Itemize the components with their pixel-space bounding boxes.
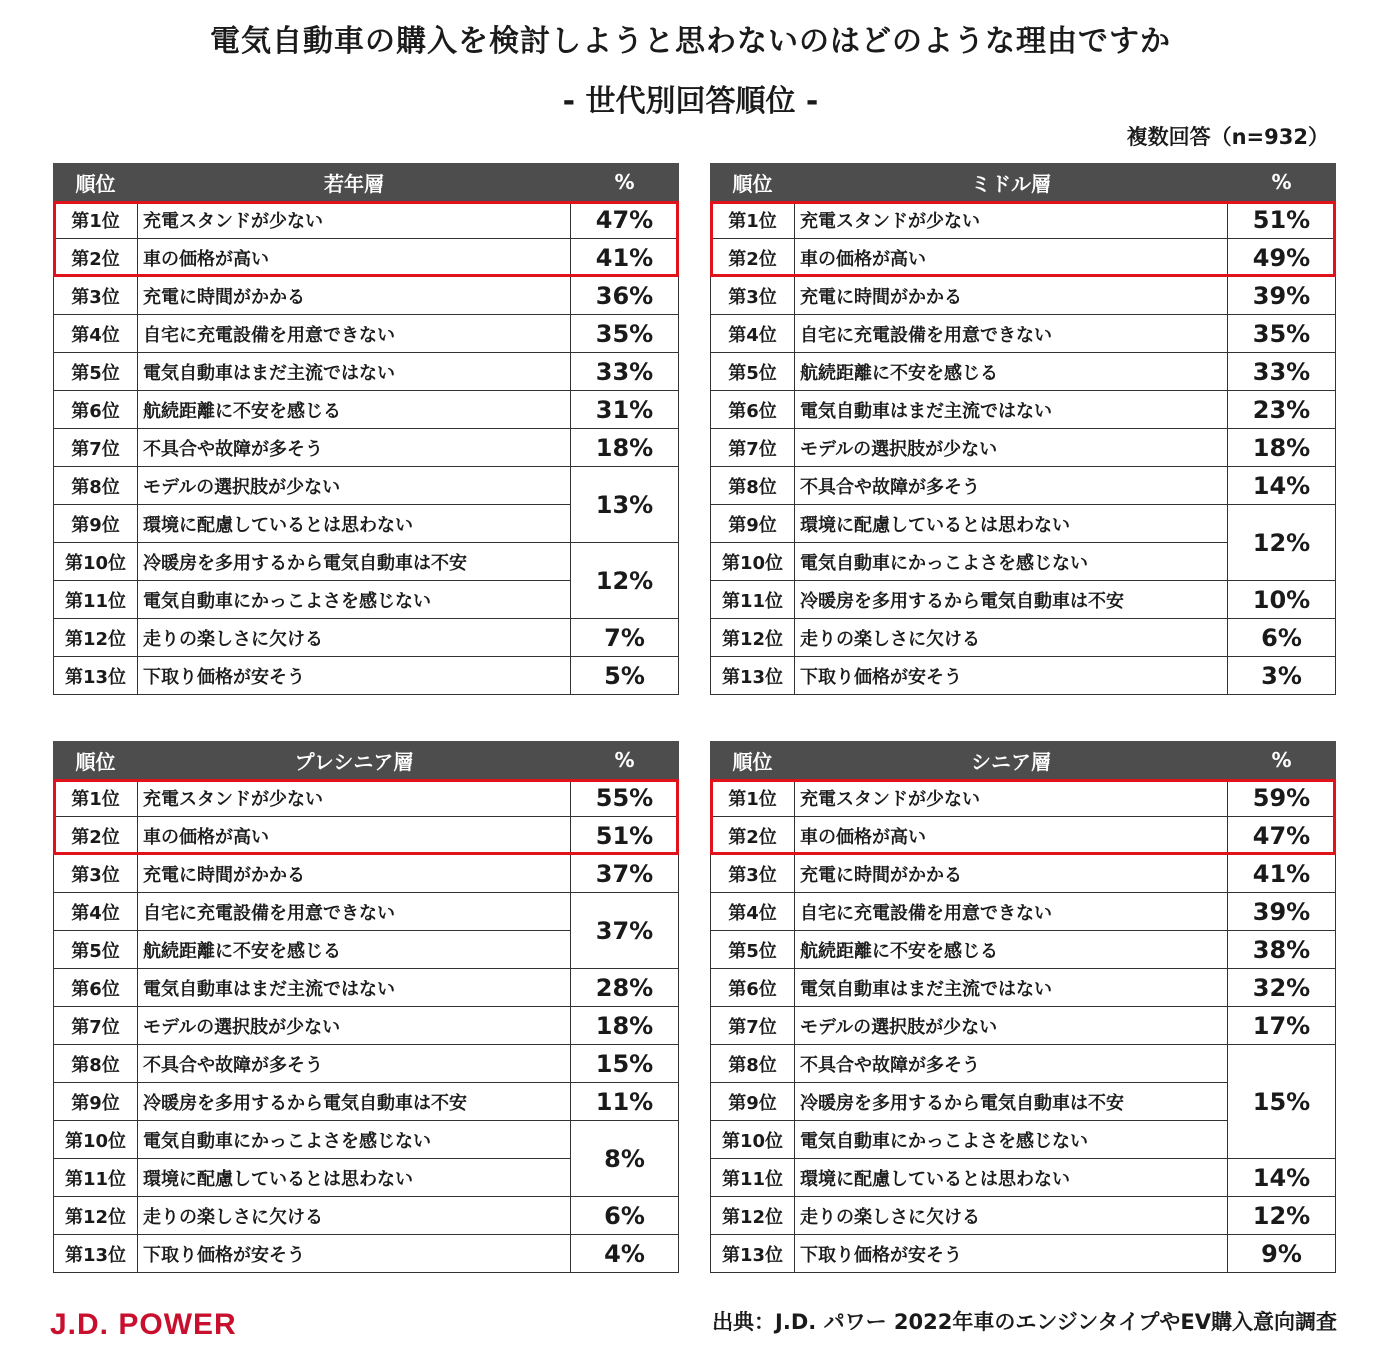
table-row <box>54 429 679 467</box>
reason-cell: 航続距離に不安を感じる <box>795 931 1228 969</box>
table-row <box>54 543 679 581</box>
reason-cell: 走りの楽しさに欠ける <box>795 619 1228 657</box>
rank-cell: 第13位 <box>711 1235 795 1273</box>
ranking-table <box>53 163 679 695</box>
table-row <box>711 391 1336 429</box>
header-rank: 順位 <box>711 742 795 779</box>
table-row <box>711 505 1336 543</box>
table-row <box>711 657 1336 695</box>
reason-cell: 充電スタンドが少ない <box>138 779 571 817</box>
reason-cell: 充電スタンドが少ない <box>795 201 1228 239</box>
percent-cell: 28% <box>571 969 679 1007</box>
percent-cell: 18% <box>571 429 679 467</box>
reason-cell: 車の価格が高い <box>795 817 1228 855</box>
sample-note: 複数回答（n=932） <box>1126 125 1329 149</box>
rank-cell: 第7位 <box>54 1007 138 1045</box>
percent-cell: 35% <box>571 315 679 353</box>
header-rank: 順位 <box>54 164 138 201</box>
rank-cell: 第1位 <box>711 201 795 239</box>
table-row <box>54 391 679 429</box>
rank-cell: 第5位 <box>711 931 795 969</box>
table-row <box>54 779 679 817</box>
reason-cell: 自宅に充電設備を用意できない <box>795 893 1228 931</box>
percent-cell: 51% <box>1228 201 1336 239</box>
reason-cell: 航続距離に不安を感じる <box>795 353 1228 391</box>
rank-cell: 第4位 <box>711 893 795 931</box>
rank-cell: 第9位 <box>711 505 795 543</box>
rank-cell: 第3位 <box>711 277 795 315</box>
reason-cell: 充電に時間がかかる <box>138 277 571 315</box>
table-row <box>711 1235 1336 1273</box>
rank-cell: 第2位 <box>54 817 138 855</box>
rank-cell: 第5位 <box>54 353 138 391</box>
reason-cell: 環境に配慮しているとは思わない <box>138 505 571 543</box>
table-pre-senior <box>53 741 679 1273</box>
table-row <box>54 277 679 315</box>
percent-cell: 41% <box>1228 855 1336 893</box>
percent-cell: 18% <box>1228 429 1336 467</box>
reason-cell: モデルの選択肢が少ない <box>795 429 1228 467</box>
percent-cell: 15% <box>571 1045 679 1083</box>
reason-cell: 冷暖房を多用するから電気自動車は不安 <box>795 581 1228 619</box>
header-percent: % <box>571 742 679 779</box>
reason-cell: 不具合や故障が多そう <box>138 429 571 467</box>
percent-cell: 59% <box>1228 779 1336 817</box>
reason-cell: 走りの楽しさに欠ける <box>138 1197 571 1235</box>
percent-cell: 12% <box>571 543 679 619</box>
percent-cell: 36% <box>571 277 679 315</box>
table-row <box>54 1045 679 1083</box>
reason-cell: 電気自動車はまだ主流ではない <box>795 391 1228 429</box>
table-row <box>54 201 679 239</box>
percent-cell: 51% <box>571 817 679 855</box>
rank-cell: 第3位 <box>711 855 795 893</box>
chart-title: 電気自動車の購入を検討しようと思わないのはどのような理由ですか <box>210 24 1171 59</box>
table-row <box>711 353 1336 391</box>
rank-cell: 第3位 <box>54 855 138 893</box>
percent-cell: 31% <box>571 391 679 429</box>
table-young <box>53 163 679 695</box>
reason-cell: 車の価格が高い <box>795 239 1228 277</box>
rank-cell: 第5位 <box>54 931 138 969</box>
rank-cell: 第7位 <box>711 429 795 467</box>
rank-cell: 第10位 <box>54 1121 138 1159</box>
reason-cell: モデルの選択肢が少ない <box>138 467 571 505</box>
percent-cell: 7% <box>571 619 679 657</box>
rank-cell: 第8位 <box>54 467 138 505</box>
percent-cell: 8% <box>571 1121 679 1197</box>
percent-cell: 41% <box>571 239 679 277</box>
rank-cell: 第11位 <box>711 1159 795 1197</box>
reason-cell: 環境に配慮しているとは思わない <box>138 1159 571 1197</box>
percent-cell: 33% <box>1228 353 1336 391</box>
reason-cell: 走りの楽しさに欠ける <box>138 619 571 657</box>
reason-cell: モデルの選択肢が少ない <box>795 1007 1228 1045</box>
reason-cell: 下取り価格が安そう <box>138 657 571 695</box>
percent-cell: 18% <box>571 1007 679 1045</box>
table-row <box>54 239 679 277</box>
rank-cell: 第13位 <box>54 657 138 695</box>
rank-cell: 第11位 <box>54 1159 138 1197</box>
reason-cell: 自宅に充電設備を用意できない <box>138 315 571 353</box>
rank-cell: 第12位 <box>54 619 138 657</box>
percent-cell: 37% <box>571 855 679 893</box>
table-row <box>711 1197 1336 1235</box>
percent-cell: 47% <box>1228 817 1336 855</box>
percent-cell: 39% <box>1228 893 1336 931</box>
header-percent: % <box>1228 164 1336 201</box>
rank-cell: 第10位 <box>711 543 795 581</box>
source-note: 出典：J.D. パワー 2022年車のエンジンタイプやEV購入意向調査 <box>712 1310 1337 1334</box>
rank-cell: 第11位 <box>54 581 138 619</box>
table-row <box>54 855 679 893</box>
table-row <box>54 1197 679 1235</box>
rank-cell: 第12位 <box>711 1197 795 1235</box>
header-group: ミドル層 <box>795 164 1228 201</box>
ranking-table <box>710 741 1336 1273</box>
table-row <box>711 779 1336 817</box>
reason-cell: 自宅に充電設備を用意できない <box>138 893 571 931</box>
reason-cell: 不具合や故障が多そう <box>138 1045 571 1083</box>
reason-cell: モデルの選択肢が少ない <box>138 1007 571 1045</box>
table-row <box>54 657 679 695</box>
rank-cell: 第6位 <box>54 391 138 429</box>
percent-cell: 3% <box>1228 657 1336 695</box>
rank-cell: 第4位 <box>54 315 138 353</box>
header-rank: 順位 <box>711 164 795 201</box>
reason-cell: 電気自動車にかっこよさを感じない <box>138 1121 571 1159</box>
reason-cell: 充電スタンドが少ない <box>795 779 1228 817</box>
percent-cell: 9% <box>1228 1235 1336 1273</box>
percent-cell: 37% <box>571 893 679 969</box>
header-percent: % <box>1228 742 1336 779</box>
table-row <box>711 1045 1336 1083</box>
rank-cell: 第6位 <box>711 391 795 429</box>
header-group: プレシニア層 <box>138 742 571 779</box>
table-row <box>711 817 1336 855</box>
percent-cell: 38% <box>1228 931 1336 969</box>
percent-cell: 23% <box>1228 391 1336 429</box>
table-row <box>54 969 679 1007</box>
reason-cell: 冷暖房を多用するから電気自動車は不安 <box>795 1083 1228 1121</box>
percent-cell: 35% <box>1228 315 1336 353</box>
rank-cell: 第8位 <box>54 1045 138 1083</box>
percent-cell: 6% <box>1228 619 1336 657</box>
header-rank: 順位 <box>54 742 138 779</box>
table-row <box>711 969 1336 1007</box>
reason-cell: 航続距離に不安を感じる <box>138 391 571 429</box>
table-row <box>711 429 1336 467</box>
rank-cell: 第8位 <box>711 467 795 505</box>
chart-subtitle: - 世代別回答順位 - <box>562 84 819 119</box>
table-row <box>54 619 679 657</box>
table-row <box>711 893 1336 931</box>
header-group: 若年層 <box>138 164 571 201</box>
table-row <box>711 1007 1336 1045</box>
rank-cell: 第4位 <box>711 315 795 353</box>
table-row <box>711 855 1336 893</box>
reason-cell: 充電スタンドが少ない <box>138 201 571 239</box>
reason-cell: 充電に時間がかかる <box>138 855 571 893</box>
percent-cell: 5% <box>571 657 679 695</box>
reason-cell: 環境に配慮しているとは思わない <box>795 505 1228 543</box>
percent-cell: 47% <box>571 201 679 239</box>
table-row <box>711 201 1336 239</box>
reason-cell: 航続距離に不安を感じる <box>138 931 571 969</box>
table-row <box>711 931 1336 969</box>
reason-cell: 走りの楽しさに欠ける <box>795 1197 1228 1235</box>
reason-cell: 電気自動車はまだ主流ではない <box>795 969 1228 1007</box>
rank-cell: 第1位 <box>711 779 795 817</box>
reason-cell: 電気自動車にかっこよさを感じない <box>795 1121 1228 1159</box>
table-row <box>54 893 679 931</box>
percent-cell: 14% <box>1228 467 1336 505</box>
percent-cell: 55% <box>571 779 679 817</box>
rank-cell: 第3位 <box>54 277 138 315</box>
table-row <box>711 1159 1336 1197</box>
reason-cell: 不具合や故障が多そう <box>795 467 1228 505</box>
reason-cell: 電気自動車はまだ主流ではない <box>138 353 571 391</box>
header-percent: % <box>571 164 679 201</box>
reason-cell: 環境に配慮しているとは思わない <box>795 1159 1228 1197</box>
rank-cell: 第7位 <box>711 1007 795 1045</box>
percent-cell: 12% <box>1228 1197 1336 1235</box>
table-row <box>54 1083 679 1121</box>
table-row <box>54 315 679 353</box>
table-row <box>54 353 679 391</box>
rank-cell: 第12位 <box>711 619 795 657</box>
reason-cell: 下取り価格が安そう <box>795 1235 1228 1273</box>
rank-cell: 第6位 <box>711 969 795 1007</box>
table-row <box>54 1007 679 1045</box>
rank-cell: 第12位 <box>54 1197 138 1235</box>
percent-cell: 12% <box>1228 505 1336 581</box>
rank-cell: 第4位 <box>54 893 138 931</box>
rank-cell: 第7位 <box>54 429 138 467</box>
table-row <box>711 619 1336 657</box>
rank-cell: 第2位 <box>711 817 795 855</box>
rank-cell: 第10位 <box>711 1121 795 1159</box>
percent-cell: 13% <box>571 467 679 543</box>
rank-cell: 第1位 <box>54 201 138 239</box>
rank-cell: 第5位 <box>711 353 795 391</box>
ranking-table <box>710 163 1336 695</box>
reason-cell: 下取り価格が安そう <box>138 1235 571 1273</box>
table-row <box>54 467 679 505</box>
rank-cell: 第10位 <box>54 543 138 581</box>
reason-cell: 電気自動車にかっこよさを感じない <box>138 581 571 619</box>
jd-power-logo: J.D. POWER <box>50 1308 237 1341</box>
percent-cell: 39% <box>1228 277 1336 315</box>
rank-cell: 第2位 <box>711 239 795 277</box>
percent-cell: 10% <box>1228 581 1336 619</box>
percent-cell: 14% <box>1228 1159 1336 1197</box>
rank-cell: 第9位 <box>54 1083 138 1121</box>
reason-cell: 下取り価格が安そう <box>795 657 1228 695</box>
rank-cell: 第9位 <box>711 1083 795 1121</box>
percent-cell: 17% <box>1228 1007 1336 1045</box>
rank-cell: 第2位 <box>54 239 138 277</box>
table-row <box>54 1121 679 1159</box>
table-row <box>711 277 1336 315</box>
reason-cell: 電気自動車にかっこよさを感じない <box>795 543 1228 581</box>
table-row <box>711 239 1336 277</box>
percent-cell: 49% <box>1228 239 1336 277</box>
ranking-table <box>53 741 679 1273</box>
reason-cell: 車の価格が高い <box>138 239 571 277</box>
table-senior <box>710 741 1336 1273</box>
percent-cell: 15% <box>1228 1045 1336 1159</box>
table-row <box>711 467 1336 505</box>
reason-cell: 自宅に充電設備を用意できない <box>795 315 1228 353</box>
reason-cell: 冷暖房を多用するから電気自動車は不安 <box>138 1083 571 1121</box>
reason-cell: 車の価格が高い <box>138 817 571 855</box>
header-group: シニア層 <box>795 742 1228 779</box>
percent-cell: 32% <box>1228 969 1336 1007</box>
percent-cell: 33% <box>571 353 679 391</box>
reason-cell: 冷暖房を多用するから電気自動車は不安 <box>138 543 571 581</box>
table-row <box>54 817 679 855</box>
rank-cell: 第13位 <box>54 1235 138 1273</box>
table-row <box>54 1235 679 1273</box>
rank-cell: 第8位 <box>711 1045 795 1083</box>
rank-cell: 第13位 <box>711 657 795 695</box>
reason-cell: 充電に時間がかかる <box>795 277 1228 315</box>
percent-cell: 4% <box>571 1235 679 1273</box>
table-row <box>711 315 1336 353</box>
rank-cell: 第11位 <box>711 581 795 619</box>
rank-cell: 第1位 <box>54 779 138 817</box>
percent-cell: 6% <box>571 1197 679 1235</box>
table-middle <box>710 163 1336 695</box>
percent-cell: 11% <box>571 1083 679 1121</box>
rank-cell: 第6位 <box>54 969 138 1007</box>
reason-cell: 電気自動車はまだ主流ではない <box>138 969 571 1007</box>
table-row <box>711 581 1336 619</box>
reason-cell: 不具合や故障が多そう <box>795 1045 1228 1083</box>
rank-cell: 第9位 <box>54 505 138 543</box>
reason-cell: 充電に時間がかかる <box>795 855 1228 893</box>
